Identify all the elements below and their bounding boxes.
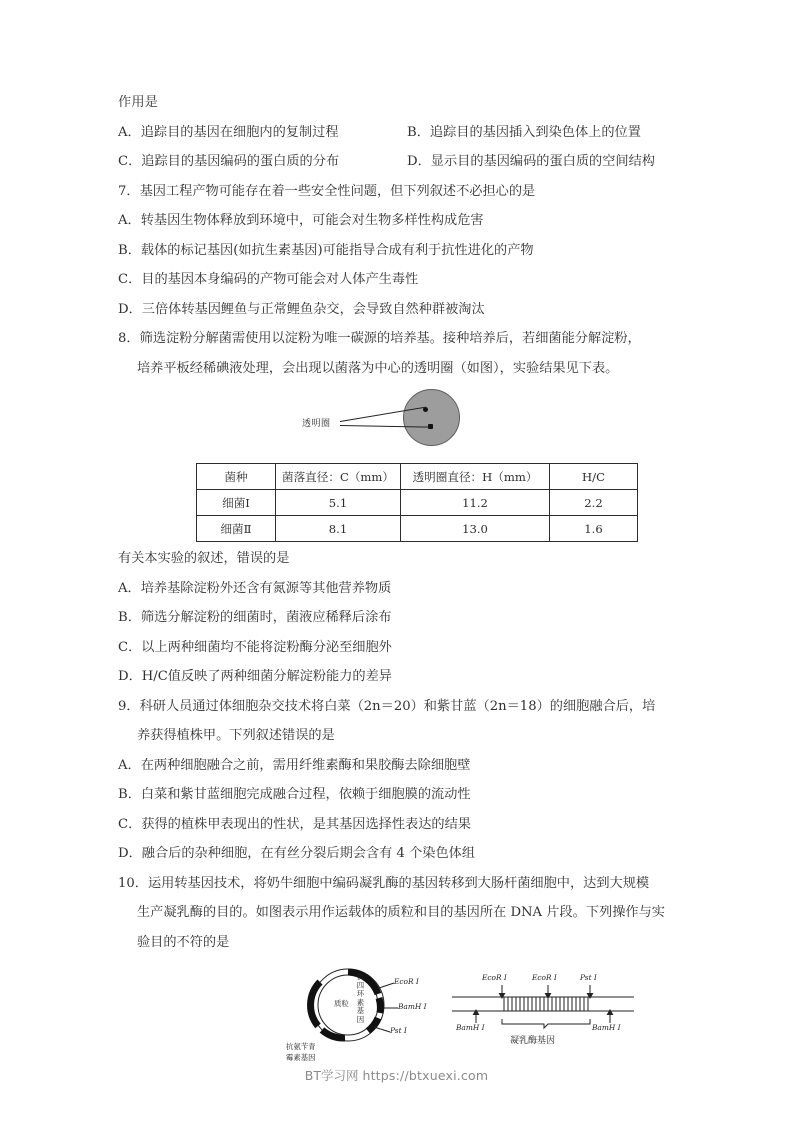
q7-option-b: B．载体的标记基因(如抗生素基因)可能指导合成有利于抗性进化的产物: [118, 242, 534, 258]
q8-lead: 有关本实验的叙述，错误的是: [118, 551, 290, 566]
q9-stem-line2: 养获得植株甲。下列叙述错误的是: [137, 728, 335, 743]
dna-bottom-site-2: BamH Ⅰ: [592, 1023, 621, 1032]
q9-option-d: D．融合后的杂种细胞，在有丝分裂后期会含有 4 个染色体组: [118, 846, 476, 861]
q8-option-c: C．以上两种细菌均不能将淀粉酶分泌至细胞外: [118, 639, 392, 655]
q7-option-d: D．三倍体转基因鲤鱼与正常鲤鱼杂交，会导致自然种群被淘汰: [118, 301, 485, 317]
header-zone-diameter: 透明圈直径：H（mm）: [401, 464, 550, 490]
document-content: [118, 88, 680, 1069]
table-header-row: [197, 464, 638, 490]
q8-stem-line2: 培养平板经稀碘液处理，会出现以菌落为中心的透明圈（如图），实验结果见下表。: [137, 360, 619, 376]
cell-zone-diameter: 13.0: [401, 516, 550, 542]
q7-option-c: C．目的基因本身编码的产物可能会对人体产生毒性: [118, 272, 419, 287]
experiment-results-table: [196, 463, 638, 542]
cell-zone-diameter: 11.2: [401, 490, 550, 516]
plasmid-amp-gene-label-line1: 抗氨苄青: [286, 1042, 316, 1051]
cell-hc-ratio: 2.2: [550, 490, 638, 516]
cell-hc-ratio: 1.6: [550, 516, 638, 542]
q10-stem-line2: 生产凝乳酶的目的。如图表示用作运载体的质粒和目的基因所在 DNA 片段。下列操作与实: [137, 905, 665, 920]
q9-stem-line1: 9．科研人员通过体细胞杂交技术将白菜（2n＝20）和紫甘蓝（2n＝18）的细胞融合后，培: [118, 698, 656, 714]
q10-stem-line3: 验目的不符的是: [137, 934, 230, 950]
plasmid-site-bamhi: BamH Ⅰ: [398, 1002, 427, 1011]
cell-colony-diameter: 5.1: [276, 490, 401, 516]
q6-stem-tail: 作用是: [118, 95, 159, 110]
colony-clear-zone-figure: [118, 385, 680, 457]
header-hc-ratio: H/C: [550, 464, 638, 490]
cell-strain: 细菌Ⅰ: [197, 490, 276, 516]
header-colony-diameter: 菌落直径：C（mm）: [276, 464, 401, 490]
q6-option-b: B．追踪目的基因插入到染色体上的位置: [407, 124, 641, 140]
q9-option-a: A．在两种细胞融合之前，需用纤维素酶和果胶酶去除细胞壁: [118, 757, 471, 773]
q8-option-d: D．H/C值反映了两种细菌分解淀粉能力的差异: [118, 669, 392, 684]
q8-option-a: A．培养基除淀粉外还含有氮源等其他营养物质: [118, 580, 392, 596]
leader-line: [340, 425, 430, 428]
plasmid-site-ecori: EcoR Ⅰ: [394, 977, 419, 986]
q6-options-row-1: [118, 118, 680, 148]
q6-option-c: C．追踪目的基因编码的蛋白质的分布: [118, 154, 340, 169]
dna-top-site-3: Pst Ⅰ: [580, 973, 597, 982]
table-row: [197, 490, 638, 516]
footer-url[interactable]: https://btxuexi.com: [362, 1068, 489, 1083]
clear-zone-label: 透明圈: [302, 419, 331, 429]
dna-bottom-site-1: BamH Ⅰ: [456, 1023, 485, 1032]
page-footer: [0, 1066, 793, 1084]
q6-option-d: D．显示目的基因编码的蛋白质的空间结构: [407, 154, 655, 169]
dna-fragment-diagram: [448, 967, 638, 1057]
q7-option-a: A．转基因生物体释放到环境中，可能会对生物多样性构成危害: [118, 213, 484, 228]
clear-zone-circle-icon: [403, 389, 460, 446]
q9-option-c: C．获得的植株甲表现出的性状，是其基因选择性表达的结果: [118, 816, 471, 832]
plasmid-tet-gene-label: 抗四环素基因: [356, 972, 365, 1024]
footer-brand: BT学习网: [304, 1068, 359, 1083]
dna-top-site-2: EcoR Ⅰ: [532, 973, 557, 982]
header-strain: 菌种: [197, 464, 276, 490]
dna-gene-label: 凝乳酶基因: [510, 1036, 556, 1046]
q8-stem-line1: 8．筛选淀粉分解菌需使用以淀粉为唯一碳源的培养基。接种培养后，若细菌能分解淀粉，: [118, 331, 641, 346]
q7-stem: 7．基因工程产物可能存在着一些安全性问题，但下列叙述不必担心的是: [118, 183, 536, 199]
dna-top-site-1: EcoR Ⅰ: [482, 973, 507, 982]
q9-option-b: B．白菜和紫甘蓝细胞完成融合过程，依赖于细胞膜的流动性: [118, 787, 471, 802]
experiment-table-wrap: [118, 463, 680, 542]
q8-option-b: B．筛选分解淀粉的细菌时，菌液应稀释后涂布: [118, 610, 392, 625]
plasmid-center-label: 质粒: [334, 999, 349, 1008]
q6-options-row-2: [118, 147, 680, 177]
q10-stem-line1: 10．运用转基因技术，将奶牛细胞中编码凝乳酶的基因转移到大肠杆菌细胞中，达到大规模: [118, 875, 650, 891]
q6-option-a: A．追踪目的基因在细胞内的复制过程: [118, 124, 339, 140]
cell-strain: 细菌Ⅱ: [197, 516, 276, 542]
plasmid-and-dna-figure: [118, 961, 680, 1069]
plasmid-map-diagram: [286, 961, 427, 1066]
table-row: [197, 516, 638, 542]
plasmid-site-psti: Pst Ⅰ: [390, 1026, 407, 1035]
cell-colony-diameter: 8.1: [276, 516, 401, 542]
plasmid-amp-gene-label-line2: 霉素基因: [286, 1053, 316, 1062]
